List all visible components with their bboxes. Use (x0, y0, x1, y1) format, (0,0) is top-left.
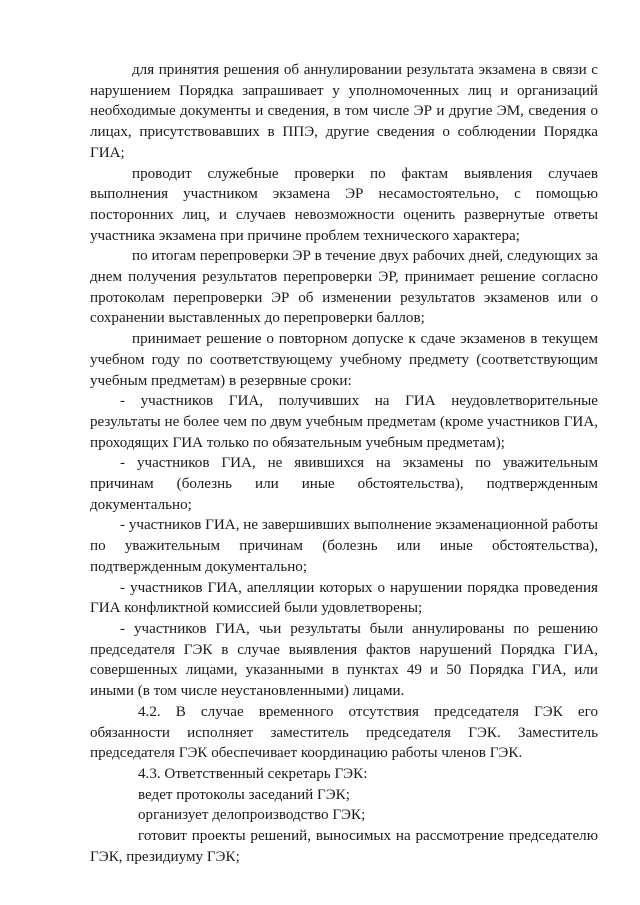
list-item-appeals-satisfied: - участников ГИА, апелляции которых о нарушении порядка проведения ГИА конфликтной комиссией были удовлетворены; (90, 579, 598, 617)
list-item-not-completed: - участников ГИА, не завершивших выполнение экзаменационной работы по уважительным причинам (болезнь или иные обстоятельства), подтвержденным документально; (90, 517, 598, 575)
section-4-3-heading: 4.3. Ответственный секретарь ГЭК: (138, 765, 368, 782)
list-item-results-annulled: - участников ГИА, чьи результаты были аннулированы по решению председателя ГЭК в случае выявления фактов нарушений Порядка ГИА, совершенных лицами, указанными в пунктах 49 и 50 Порядка ГИА, или иными (в том числе неустановленными) лицами. (90, 620, 598, 700)
list-item-unsatisfactory-results: - участников ГИА, получивших на ГИА неудовлетворительные результаты не более чем по двум учебным предметам (кроме участников ГИА, проходящих ГИА только по обязательным учебным предметам); (90, 393, 598, 451)
list-item-absent-valid-reason: - участников ГИА, не явившихся на экзамены по уважительным причинам (болезнь или иные обстоятельства), подтвержденным документально; (90, 455, 598, 513)
paragraph-repeat-admission: принимает решение о повторном допуске к сдаче экзаменов в текущем учебном году по соответствующему учебному предмету (соответствующим учебным предметам) в резервные сроки: (90, 331, 598, 389)
paragraph-service-checks: проводит служебные проверки по фактам выявления случаев выполнения участником экзамена ЭР несамостоятельно, с помощью посторонних лиц, и случаев невозможности оценить развернутые ответы участника экзамена при причине проблем технического характера; (90, 165, 598, 244)
paragraph-annulment-request: для принятия решения об аннулировании результата экзамена в связи с нарушением Порядка запрашивает у уполномоченных лиц и организаций необходимые документы и сведения, в том числе ЭР и другие ЭМ, сведения о лицах, присутствовавших в ППЭ, другие сведения о соблюдении Порядка ГИА; (90, 62, 598, 161)
duty-protocols: ведет протоколы заседаний ГЭК; (138, 786, 350, 803)
section-4-2: 4.2. В случае временного отсутствия председателя ГЭК его обязанности исполняет заместитель председателя ГЭК. Заместитель председателя ГЭК обеспечивает координацию работы членов ГЭК. (90, 703, 598, 762)
paragraph-recheck-results: по итогам перепроверки ЭР в течение двух рабочих дней, следующих за днем получения результатов перепроверки ЭР, принимает решение согласно протоколам перепроверки ЭР об изменении результатов экзаменов или о сохранении выставленных до перепроверки баллов; (90, 248, 598, 327)
duty-record-keeping: организует делопроизводство ГЭК; (138, 807, 366, 824)
duty-draft-decisions: готовит проекты решений, выносимых на рассмотрение председателю ГЭК, президиуму ГЭК; (90, 828, 598, 865)
